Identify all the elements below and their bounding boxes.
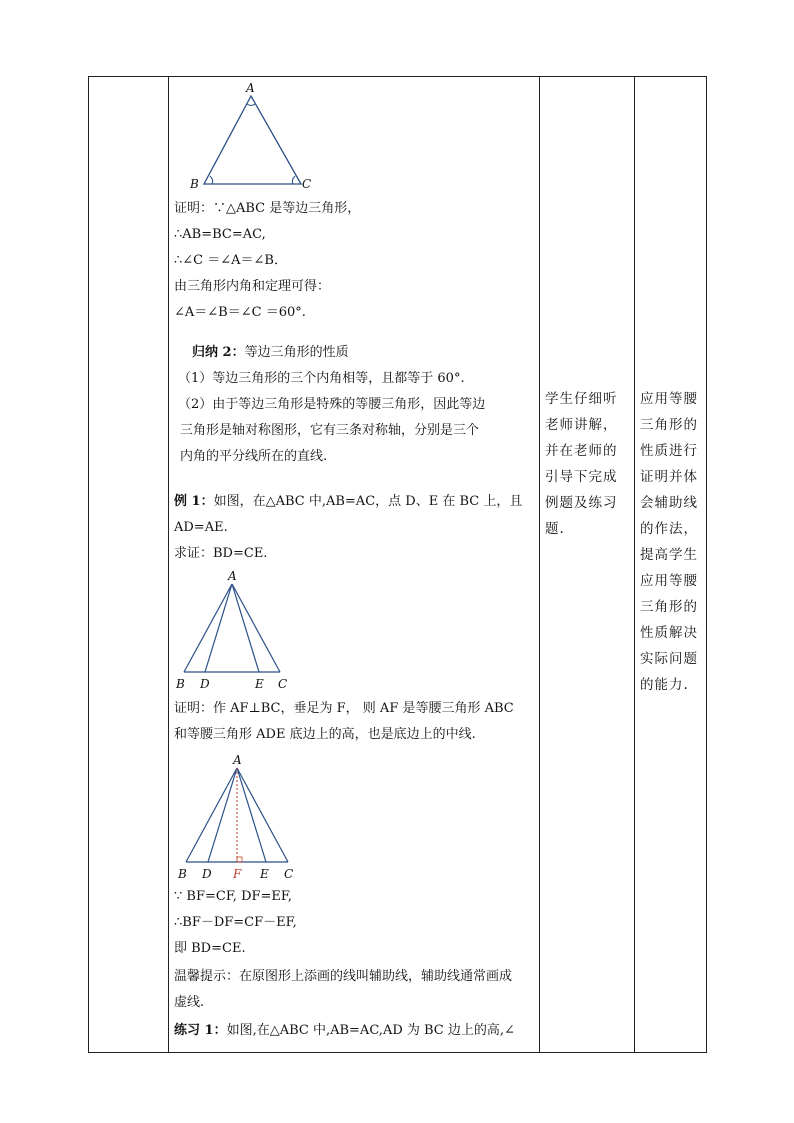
label-e: E bbox=[255, 677, 264, 690]
summary-point2-line1: （2）由于等边三角形是特殊的等腰三角形，因此等边 bbox=[178, 397, 486, 412]
example1-line3: 求证：BD=CE. bbox=[174, 546, 268, 561]
isosceles-triangle-figure bbox=[174, 568, 304, 690]
exercise1-label: 练习 1： bbox=[174, 1023, 227, 1038]
summary-point2-line2: 三角形是轴对称图形，它有三条对称轴，分别是三个 bbox=[180, 423, 480, 438]
proof3-line2: ∴BF－DF=CF－EF, bbox=[174, 915, 297, 930]
label-a: A bbox=[233, 753, 242, 767]
label-c: C bbox=[278, 677, 288, 690]
teaching-content-cell bbox=[170, 76, 538, 1053]
proof1-line3: ∴∠C ＝∠A＝∠B． bbox=[174, 253, 287, 268]
exercise1-line bbox=[174, 1022, 515, 1040]
label-d: D bbox=[202, 867, 212, 880]
summary-heading-label: 归纳 2： bbox=[192, 345, 245, 360]
tip-line2: 虚线. bbox=[174, 995, 205, 1010]
exercise1-text: 如图,在△ABC 中,AB=AC,AD 为 BC 边上的高,∠ bbox=[226, 1023, 515, 1038]
proof1-line5: ∠A＝∠B＝∠C ＝60°. bbox=[174, 305, 306, 320]
tip-line1: 温馨提示：在原图形上添画的线叫辅助线，辅助线通常画成 bbox=[174, 969, 513, 984]
equilateral-triangle-figure bbox=[188, 80, 328, 190]
proof2-line2: 和等腰三角形 ADE 底边上的高，也是底边上的中线. bbox=[174, 727, 476, 742]
label-a: A bbox=[246, 81, 255, 95]
label-b: B bbox=[190, 177, 199, 190]
label-b: B bbox=[176, 677, 185, 690]
example1-text: 如图，在△ABC 中,AB=AC，点 D、E 在 BC 上，且 bbox=[213, 494, 523, 509]
summary-heading bbox=[192, 344, 349, 362]
example1-label: 例 1： bbox=[174, 494, 214, 509]
label-f: F bbox=[233, 867, 242, 880]
example1-line2: AD=AE. bbox=[174, 520, 228, 535]
label-e: E bbox=[260, 867, 269, 880]
column-divider bbox=[168, 77, 169, 1052]
design-intent-cell: 应用等腰三角形的性质进行证明并体会辅助线的作法，提高学生应用等腰三角形的性质解决实际问题的能力. bbox=[640, 391, 698, 693]
proof2-line1: 证明：作 AF⊥BC，垂足为 F， 则 AF 是等腰三角形 ABC bbox=[174, 701, 514, 716]
isosceles-triangle-altitude-figure bbox=[174, 752, 304, 880]
proof1-line2: ∴AB=BC=AC, bbox=[174, 227, 266, 242]
summary-point1: （1）等边三角形的三个内角相等，且都等于 60°. bbox=[178, 371, 465, 386]
example1-line1 bbox=[174, 493, 522, 511]
proof1-line4: 由三角形内角和定理可得： bbox=[174, 279, 331, 294]
proof1-line1: 证明：∵△ABC 是等边三角形， bbox=[174, 201, 361, 216]
summary-point2-line3: 内角的平分线所在的直线. bbox=[180, 449, 328, 464]
column-divider bbox=[634, 77, 635, 1052]
proof3-line3: 即 BD=CE. bbox=[174, 941, 246, 956]
label-c: C bbox=[284, 867, 294, 880]
label-d: D bbox=[200, 677, 210, 690]
label-c: C bbox=[302, 177, 312, 190]
column-divider bbox=[539, 77, 540, 1052]
label-b: B bbox=[178, 867, 187, 880]
label-a: A bbox=[228, 569, 237, 583]
proof3-line1: ∵ BF=CF, DF=EF, bbox=[174, 889, 293, 904]
student-activity-cell: 学生仔细听老师讲解，并在老师的引导下完成例题及练习题. bbox=[545, 391, 618, 537]
summary-heading-text: 等边三角形的性质 bbox=[244, 345, 349, 360]
